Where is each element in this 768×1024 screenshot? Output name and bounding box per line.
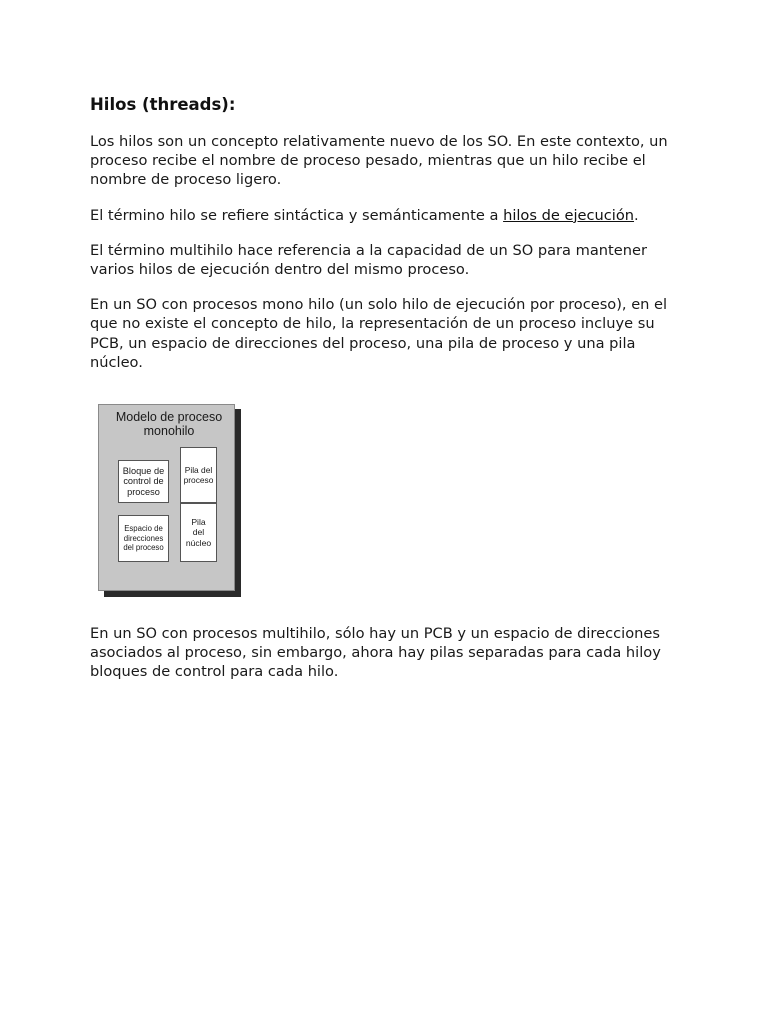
kernel-stack-box-label: del (192, 527, 205, 538)
paragraph-intro: Los hilos son un concepto relativamente nuevo de los SO. En este contexto, un proceso recibe el nombre de proceso pesado, mientras que un hilo recibe el nombre de proceso ligero. (90, 133, 668, 189)
diagram-title-line: monohilo (143, 424, 195, 438)
paragraph-multihilo-pcb: En un SO con procesos multihilo, sólo hay un PCB y un espacio de direcciones asociados al proceso, sin embargo, ahora hay pilas separadas para cada hiloy bloques de control para cada hilo. (90, 625, 661, 681)
paragraph-term-prefix: El término hilo se refiere sintáctica y semánticamente a (90, 206, 504, 224)
pcb-box-label: control de (123, 476, 164, 487)
document-body (90, 94, 690, 388)
process-stack-box-label: Pila del (184, 464, 213, 475)
diagram-frame (98, 404, 235, 591)
kernel-stack-box-label: núcleo (185, 537, 212, 548)
address-space-box-label: del proceso (123, 543, 164, 553)
pcb-box (118, 460, 169, 503)
paragraph-term-suffix: . (634, 206, 639, 224)
hilos-de-ejecucion-link[interactable]: hilos de ejecución (503, 206, 635, 224)
monohilo-diagram (98, 404, 242, 598)
process-stack-box-label: proceso (183, 475, 214, 485)
address-space-box-label: direcciones (123, 533, 164, 543)
paragraph-multihilo: El término multihilo hace referencia a la capacidad de un SO para mantener varios hilos de ejecución dentro del mismo proceso. (90, 241, 647, 279)
address-space-box-label: Espacio de (124, 524, 163, 534)
diagram-title (99, 410, 239, 438)
diagram-title-line: Modelo de proceso (115, 410, 223, 424)
paragraph-term (90, 206, 690, 225)
pcb-box-label: proceso (127, 486, 160, 497)
kernel-stack-box (180, 503, 217, 562)
address-space-box (118, 515, 169, 562)
pcb-box-label: Bloque de (122, 465, 165, 476)
kernel-stack-box-label: Pila (191, 516, 206, 527)
paragraph-monohilo: En un SO con procesos mono hilo (un solo hilo de ejecución por proceso), en el que no existe el concepto de hilo, la representación de un proceso incluye su PCB, un espacio de direcciones del proceso, una pila de proceso y una pila núcleo. (90, 296, 668, 371)
page-title: Hilos (threads): (90, 95, 236, 114)
process-stack-box (180, 447, 217, 503)
